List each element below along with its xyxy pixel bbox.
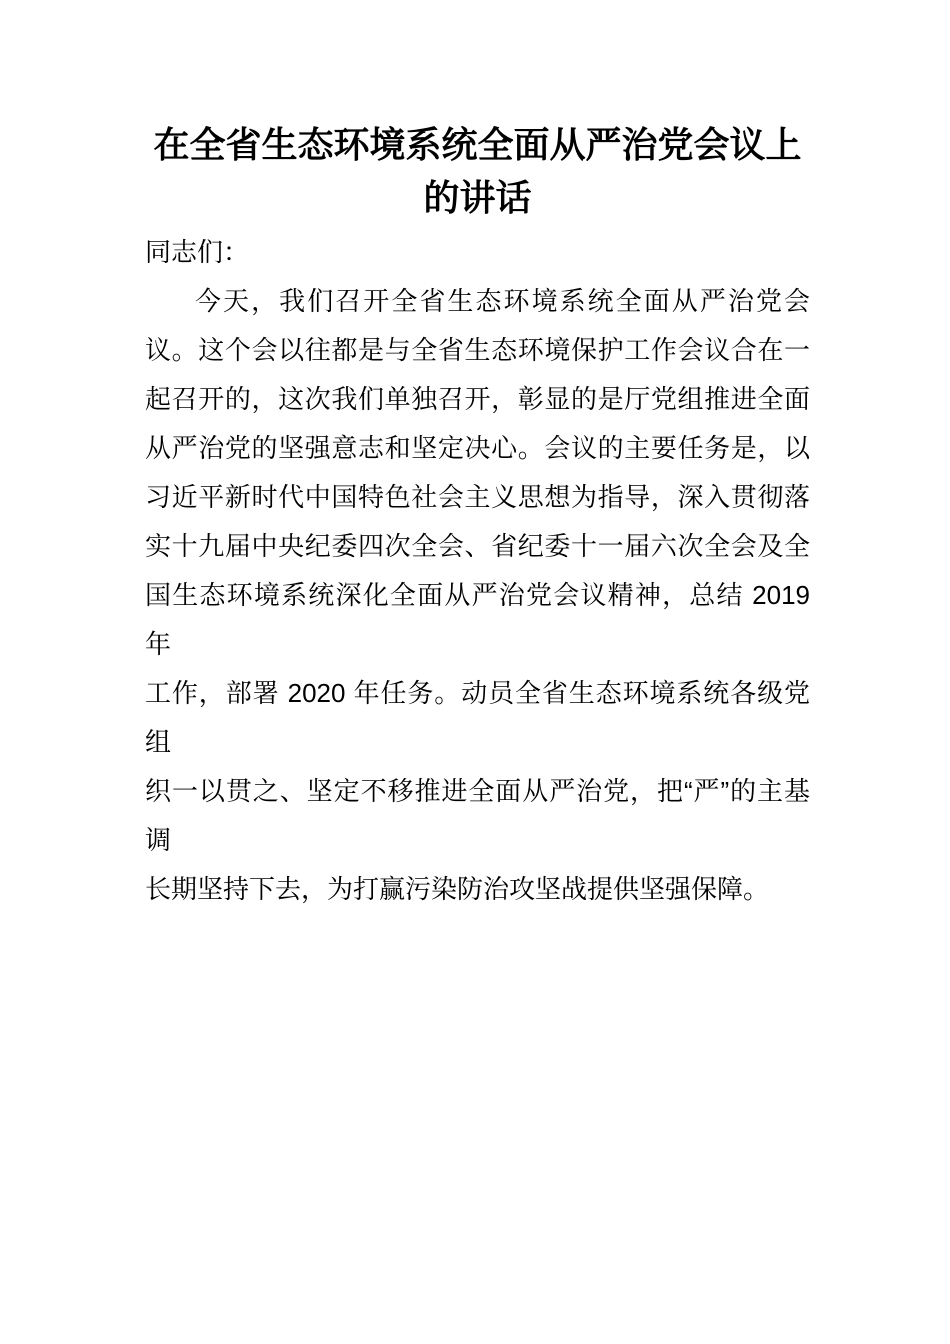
- paragraph-line: 议。这个会以往都是与全省生态环境保护工作会议合在一: [145, 335, 810, 365]
- paragraph-line: 从严治党的坚强意志和坚定决心。会议的主要任务是，以: [145, 433, 810, 463]
- paragraph-line: 工作，部署 2020 年任务。动员全省生态环境系统各级党组: [145, 678, 810, 757]
- paragraph-line: 国生态环境系统深化全面从严治党会议精神，总结 2019 年: [145, 580, 810, 659]
- paragraph-line: 实十九届中央纪委四次全会、省纪委十一届六次全会及全: [145, 531, 810, 561]
- paragraph-line: 长期坚持下去，为打赢污染防治攻坚战提供坚强保障。: [145, 874, 770, 904]
- document-title-line-2: 的讲话: [423, 177, 532, 218]
- document-title-line-1: 在全省生态环境系统全面从严治党会议上: [153, 124, 802, 165]
- paragraph-line: 习近平新时代中国特色社会主义思想为指导，深入贯彻落: [145, 482, 810, 512]
- document-title: [145, 118, 810, 224]
- paragraph-line: 今天，我们召开全省生态环境系统全面从严治党会: [195, 286, 810, 316]
- paragraph-line: 起召开的，这次我们单独召开，彰显的是厅党组推进全面: [145, 384, 810, 414]
- salutation: 同志们：: [145, 237, 250, 267]
- speech-paragraph: [145, 277, 810, 914]
- paragraph-line: 织一以贯之、坚定不移推进全面从严治党，把“严”的主基调: [145, 776, 810, 855]
